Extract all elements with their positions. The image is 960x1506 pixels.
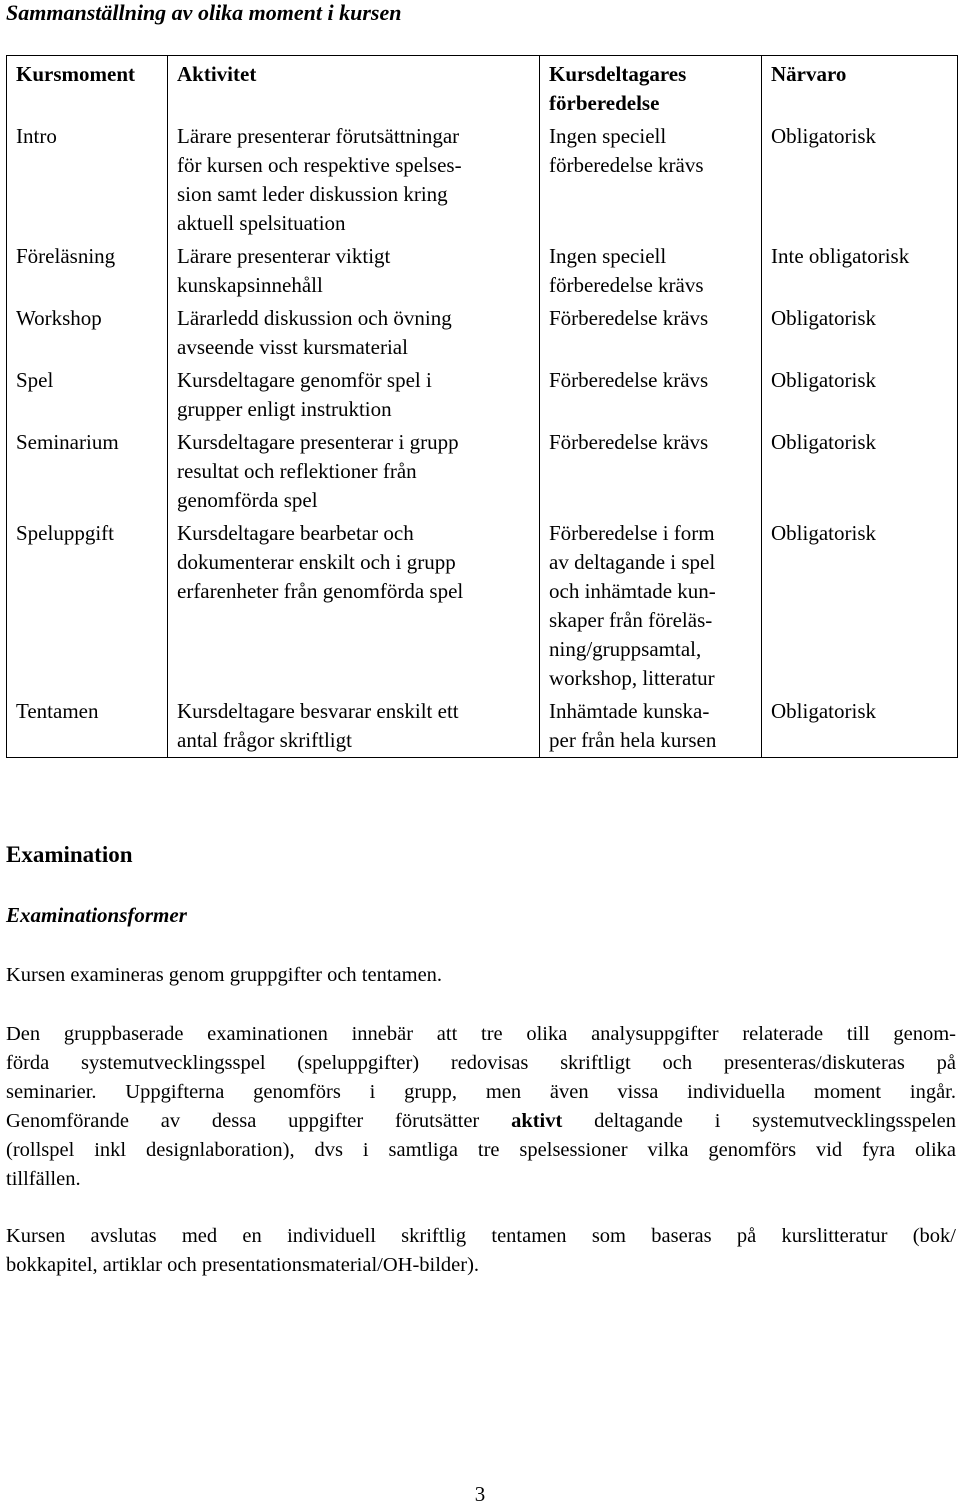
table-row — [7, 695, 958, 758]
paragraph-line: seminarier. Uppgifterna genomförs i grupp, men även vissa individuella moment ingår. — [6, 1081, 956, 1103]
emphasis-text: aktivt — [511, 1110, 563, 1132]
table-row — [7, 517, 958, 695]
cell-activity — [168, 240, 540, 302]
header-preparation — [540, 56, 762, 121]
examination-paragraph-2 — [6, 1020, 956, 1194]
preparation-line: ning/gruppsamtal, — [549, 637, 702, 661]
preparation-line: workshop, litteratur — [549, 666, 715, 690]
preparation-line: Förberedelse i form — [549, 521, 715, 545]
paragraph-line: Den gruppbaserade examinationen innebär att tre olika analysuppgifter relaterade till genom- — [6, 1023, 956, 1045]
cell-moment: Workshop — [7, 302, 168, 364]
cell-attendance: Obligatorisk — [762, 426, 958, 517]
preparation-line: och inhämtade kun- — [549, 579, 716, 603]
table-row — [7, 120, 958, 240]
activity-line: antal frågor skriftligt — [177, 728, 352, 752]
preparation-line: förberedelse krävs — [549, 153, 704, 177]
cell-moment: Intro — [7, 120, 168, 240]
activity-line: Kursdeltagare bearbetar och — [177, 521, 414, 545]
cell-moment: Seminarium — [7, 426, 168, 517]
paragraph-line: förda systemutvecklingsspel (speluppgifter) redovisas skriftligt och presenteras/diskuteras på — [6, 1052, 956, 1074]
preparation-line: av deltagande i spel — [549, 550, 716, 574]
page-heading: Sammanställning av olika moment i kursen — [6, 0, 402, 25]
paragraph-text: deltagande i systemutvecklingsspelen — [594, 1110, 957, 1132]
header-preparation-line: förberedelse — [549, 91, 660, 115]
examination-paragraph-1 — [6, 961, 956, 990]
examination-title: Examination — [6, 842, 133, 867]
cell-preparation — [540, 426, 762, 517]
paragraph-text: Genomförande av dessa uppgifter förutsätter — [6, 1110, 480, 1132]
preparation-line: Ingen speciell — [549, 124, 667, 148]
cell-activity — [168, 426, 540, 517]
cell-activity — [168, 517, 540, 695]
activity-line: avseende visst kursmaterial — [177, 335, 408, 359]
activity-line: erfarenheter från genomförda spel — [177, 579, 464, 603]
paragraph-line — [6, 1107, 956, 1136]
cell-attendance: Obligatorisk — [762, 695, 958, 758]
page-number: 3 — [474, 1482, 486, 1506]
activity-line: Lärare presenterar förutsättningar — [177, 124, 460, 148]
activity-line: sion samt leder diskussion kring — [177, 182, 448, 206]
table-row — [7, 240, 958, 302]
activity-line: aktuell spelsituation — [177, 211, 346, 235]
preparation-line: per från hela kursen — [549, 728, 717, 752]
table-header-row — [7, 56, 958, 121]
header-activity: Aktivitet — [168, 56, 540, 121]
cell-preparation — [540, 302, 762, 364]
preparation-line: Förberedelse krävs — [549, 306, 709, 330]
header-preparation-line: Kursdeltagares — [549, 62, 687, 86]
preparation-line: Ingen speciell — [549, 244, 667, 268]
table-row — [7, 302, 958, 364]
cell-preparation — [540, 517, 762, 695]
activity-line: dokumenterar enskilt och i grupp — [177, 550, 456, 574]
table-row — [7, 364, 958, 426]
paragraph-line: Kursen examineras genom gruppgifter och tentamen. — [6, 964, 443, 986]
activity-line: Kursdeltagare genomför spel i — [177, 368, 432, 392]
course-moments-table — [6, 55, 958, 758]
cell-moment: Föreläsning — [7, 240, 168, 302]
cell-activity — [168, 364, 540, 426]
cell-preparation — [540, 240, 762, 302]
cell-preparation — [540, 364, 762, 426]
preparation-line: förberedelse krävs — [549, 273, 704, 297]
cell-activity — [168, 302, 540, 364]
activity-line: Lärarledd diskussion och övning — [177, 306, 452, 330]
cell-moment: Spel — [7, 364, 168, 426]
preparation-line: Förberedelse krävs — [549, 368, 709, 392]
paragraph-line: tillfällen. — [6, 1168, 81, 1190]
preparation-line: Förberedelse krävs — [549, 430, 709, 454]
cell-attendance: Obligatorisk — [762, 120, 958, 240]
activity-line: Kursdeltagare besvarar enskilt ett — [177, 699, 459, 723]
cell-preparation — [540, 120, 762, 240]
cell-moment: Speluppgift — [7, 517, 168, 695]
cell-preparation — [540, 695, 762, 758]
header-attendance: Närvaro — [762, 56, 958, 121]
cell-attendance: Obligatorisk — [762, 517, 958, 695]
cell-activity — [168, 120, 540, 240]
cell-activity — [168, 695, 540, 758]
cell-attendance: Inte obligatorisk — [762, 240, 958, 302]
preparation-line: Inhämtade kunska- — [549, 699, 710, 723]
cell-moment: Tentamen — [7, 695, 168, 758]
activity-line: genomförda spel — [177, 488, 318, 512]
activity-line: för kursen och respektive spelses- — [177, 153, 462, 177]
paragraph-line: bokkapitel, artiklar och presentationsmaterial/OH-bilder). — [6, 1254, 480, 1276]
activity-line: Kursdeltagare presenterar i grupp — [177, 430, 459, 454]
paragraph-line: Kursen avslutas med en individuell skriftlig tentamen som baseras på kurslitteratur (bok/ — [6, 1225, 956, 1247]
examination-paragraph-3 — [6, 1222, 956, 1280]
preparation-line: skaper från föreläs- — [549, 608, 713, 632]
table-row — [7, 426, 958, 517]
cell-attendance: Obligatorisk — [762, 364, 958, 426]
activity-line: resultat och reflektioner från — [177, 459, 417, 483]
cell-attendance: Obligatorisk — [762, 302, 958, 364]
activity-line: grupper enligt instruktion — [177, 397, 392, 421]
header-moment: Kursmoment — [7, 56, 168, 121]
activity-line: Lärare presenterar viktigt — [177, 244, 391, 268]
activity-line: kunskapsinnehåll — [177, 273, 323, 297]
examination-forms-subtitle: Examinationsformer — [6, 903, 187, 927]
paragraph-line: (rollspel inkl designlaboration), dvs i samtliga tre spelsessioner vilka genomförs vid fyra olika — [6, 1139, 956, 1161]
